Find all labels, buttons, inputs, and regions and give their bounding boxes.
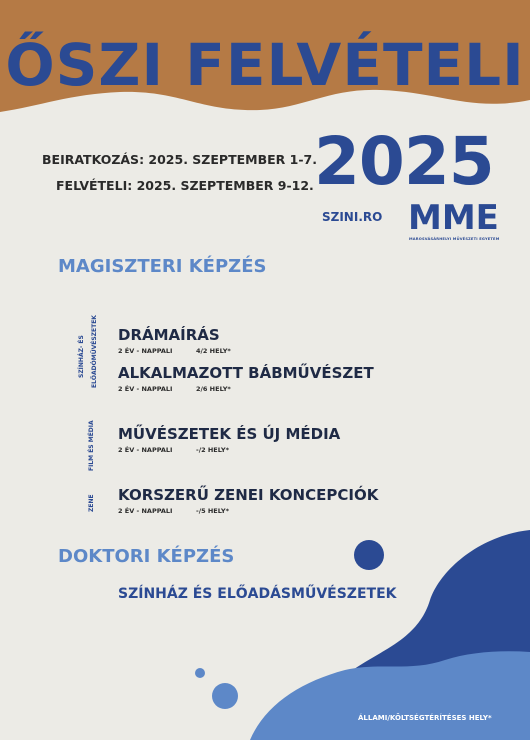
program-duration: 2 ÉV - NAPPALI bbox=[118, 347, 173, 355]
program-name: MŰVÉSZETEK ÉS ÚJ MÉDIA bbox=[118, 425, 341, 443]
program-places: 2/6 HELY* bbox=[196, 385, 231, 393]
group-label-theatre-2 bbox=[91, 315, 98, 388]
program-places: -/5 HELY* bbox=[196, 507, 229, 515]
doctoral-heading: DOKTORI KÉPZÉS bbox=[58, 546, 235, 567]
program-duration: 2 ÉV - NAPPALI bbox=[118, 385, 173, 393]
group-label-film bbox=[88, 420, 95, 471]
circle-dark bbox=[354, 540, 384, 570]
group-label-line: ELŐADÓMŰVÉSZETEK bbox=[91, 315, 98, 388]
circle-medium bbox=[212, 683, 238, 709]
group-label-music bbox=[88, 494, 95, 512]
university-name: MAROSVÁSÁRHELYI MŰVÉSZETI EGYETEM bbox=[409, 237, 500, 241]
group-label-line: FILM ÉS MÉDIA bbox=[88, 420, 95, 471]
website: SZINI.RO bbox=[322, 210, 383, 224]
program-name: KORSZERŰ ZENEI KONCEPCIÓK bbox=[118, 486, 379, 504]
university-logo: MME bbox=[408, 198, 499, 238]
circle-small bbox=[195, 668, 205, 678]
page-title: ŐSZI FELVÉTELI bbox=[5, 31, 525, 99]
footnote: ÁLLAMI/KÖLTSÉGTÉRÍTÉSES HELY* bbox=[358, 714, 492, 722]
group-label-theatre bbox=[78, 335, 85, 378]
program-duration: 2 ÉV - NAPPALI bbox=[118, 446, 173, 454]
program-duration: 2 ÉV - NAPPALI bbox=[118, 507, 173, 515]
group-label-line: ZENE bbox=[88, 494, 95, 512]
program-places: 4/2 HELY* bbox=[196, 347, 231, 355]
program-places: -/2 HELY* bbox=[196, 446, 229, 454]
masters-heading: MAGISZTERI KÉPZÉS bbox=[58, 256, 267, 277]
group-label-line: SZÍNHÁZ- ÉS bbox=[78, 335, 85, 378]
program-name: ALKALMAZOTT BÁBMŰVÉSZET bbox=[118, 364, 374, 382]
exam-dates: FELVÉTELI: 2025. SZEPTEMBER 9-12. bbox=[56, 178, 314, 193]
enrollment-dates: BEIRATKOZÁS: 2025. SZEPTEMBER 1-7. bbox=[42, 152, 317, 167]
year: 2025 bbox=[314, 123, 494, 200]
doctoral-program: SZÍNHÁZ ÉS ELŐADÁSMŰVÉSZETEK bbox=[118, 586, 397, 602]
program-name: DRÁMAÍRÁS bbox=[118, 326, 220, 344]
